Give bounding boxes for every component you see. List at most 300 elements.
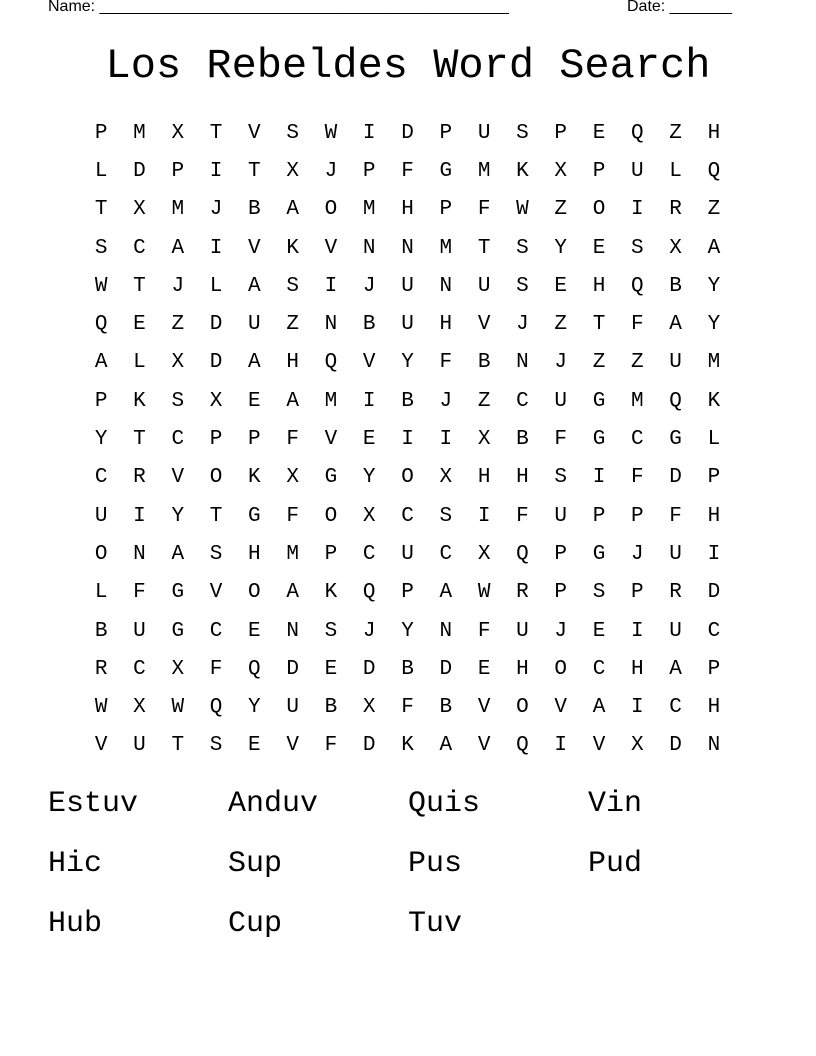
- grid-letter: T: [133, 274, 146, 298]
- grid-letter: C: [171, 428, 185, 452]
- grid-letter: V: [324, 428, 338, 452]
- grid-letter: B: [248, 198, 261, 222]
- grid-letter: C: [133, 236, 146, 260]
- grid-letter: N: [707, 734, 721, 758]
- grid-letter: Y: [171, 504, 185, 528]
- grid-letter: P: [707, 466, 721, 490]
- grid-letter: D: [401, 121, 414, 145]
- grid-letter: V: [248, 121, 261, 145]
- grid-letter: G: [171, 619, 185, 643]
- grid-letter: Z: [554, 313, 568, 337]
- grid-row: [82, 535, 734, 573]
- grid-letter: P: [554, 581, 568, 605]
- grid-letter: D: [362, 734, 376, 758]
- grid-letter: Q: [362, 581, 376, 605]
- grid-letter: M: [439, 236, 453, 260]
- grid-letter: S: [324, 619, 338, 643]
- grid-letter: Q: [669, 389, 682, 413]
- grid-letter: B: [439, 696, 453, 720]
- grid-letter: V: [286, 734, 299, 758]
- grid-letter: O: [516, 696, 529, 720]
- grid-letter: U: [133, 734, 146, 758]
- grid-letter: J: [209, 198, 223, 222]
- grid-letter: H: [707, 504, 721, 528]
- grid-letter: F: [439, 351, 453, 375]
- grid-letter: J: [171, 274, 185, 298]
- grid-letter: W: [171, 696, 185, 720]
- word-list: [48, 782, 768, 962]
- word-list-item: Hic: [48, 847, 103, 881]
- grid-letter: A: [171, 236, 185, 260]
- grid-row: [82, 612, 734, 650]
- grid-letter: U: [133, 619, 146, 643]
- grid-letter: A: [439, 734, 453, 758]
- grid-letter: Q: [631, 274, 644, 298]
- grid-letter: H: [592, 274, 606, 298]
- grid-letter: P: [554, 542, 568, 566]
- grid-letter: B: [401, 389, 414, 413]
- grid-letter: P: [324, 542, 338, 566]
- grid-letter: Y: [401, 619, 414, 643]
- grid-letter: F: [477, 619, 491, 643]
- grid-letter: X: [133, 696, 146, 720]
- grid-letter: V: [248, 236, 261, 260]
- grid-letter: M: [707, 351, 721, 375]
- grid-letter: A: [171, 542, 185, 566]
- grid-letter: Y: [707, 313, 721, 337]
- grid-letter: S: [209, 542, 223, 566]
- grid-letter: R: [133, 466, 146, 490]
- grid-letter: C: [401, 504, 414, 528]
- grid-letter: U: [286, 696, 299, 720]
- grid-letter: G: [669, 428, 682, 452]
- grid-letter: E: [592, 236, 606, 260]
- grid-letter: I: [631, 198, 644, 222]
- grid-letter: A: [286, 198, 299, 222]
- letter-grid: [82, 114, 734, 765]
- grid-letter: N: [401, 236, 414, 260]
- grid-letter: I: [362, 389, 376, 413]
- grid-letter: X: [362, 504, 376, 528]
- grid-letter: I: [554, 734, 568, 758]
- grid-letter: T: [171, 734, 185, 758]
- grid-letter: I: [133, 504, 146, 528]
- grid-letter: O: [324, 504, 338, 528]
- grid-letter: S: [592, 581, 606, 605]
- grid-letter: D: [669, 466, 682, 490]
- grid-letter: A: [439, 581, 453, 605]
- grid-letter: R: [516, 581, 529, 605]
- grid-letter: X: [631, 734, 644, 758]
- grid-letter: F: [554, 428, 568, 452]
- grid-letter: K: [324, 581, 338, 605]
- grid-letter: V: [209, 581, 223, 605]
- word-list-item: Pus: [408, 847, 463, 881]
- grid-letter: P: [592, 159, 606, 183]
- grid-letter: F: [631, 313, 644, 337]
- grid-letter: P: [439, 198, 453, 222]
- grid-letter: S: [631, 236, 644, 260]
- grid-letter: V: [592, 734, 606, 758]
- grid-letter: P: [171, 159, 185, 183]
- grid-letter: P: [94, 121, 108, 145]
- grid-letter: J: [439, 389, 453, 413]
- grid-letter: A: [669, 313, 682, 337]
- grid-letter: V: [324, 236, 338, 260]
- grid-letter: A: [669, 657, 682, 681]
- grid-letter: G: [248, 504, 261, 528]
- word-list-item: Vin: [588, 787, 643, 821]
- grid-letter: O: [248, 581, 261, 605]
- grid-letter: Q: [707, 159, 721, 183]
- grid-letter: F: [286, 504, 299, 528]
- grid-letter: W: [324, 121, 338, 145]
- grid-letter: R: [669, 198, 682, 222]
- grid-letter: Z: [669, 121, 682, 145]
- grid-letter: G: [592, 428, 606, 452]
- page-title: Los Rebeldes Word Search: [105, 42, 711, 90]
- grid-letter: V: [554, 696, 568, 720]
- grid-letter: C: [707, 619, 721, 643]
- grid-letter: U: [554, 504, 568, 528]
- grid-letter: K: [401, 734, 414, 758]
- grid-letter: D: [669, 734, 682, 758]
- grid-letter: L: [94, 581, 108, 605]
- grid-letter: G: [592, 542, 606, 566]
- grid-letter: C: [209, 619, 223, 643]
- grid-letter: U: [631, 159, 644, 183]
- grid-letter: K: [133, 389, 146, 413]
- grid-letter: S: [171, 389, 185, 413]
- word-list-item: Tuv: [408, 907, 463, 941]
- grid-letter: I: [209, 159, 223, 183]
- grid-letter: J: [516, 313, 529, 337]
- grid-letter: A: [248, 274, 261, 298]
- grid-letter: V: [477, 313, 491, 337]
- grid-letter: F: [324, 734, 338, 758]
- word-list-item: Pud: [588, 847, 643, 881]
- grid-letter: A: [286, 389, 299, 413]
- grid-letter: F: [401, 159, 414, 183]
- grid-letter: O: [324, 198, 338, 222]
- grid-letter: Z: [592, 351, 606, 375]
- grid-letter: U: [669, 351, 682, 375]
- grid-row: [82, 152, 734, 190]
- grid-letter: F: [133, 581, 146, 605]
- grid-letter: V: [362, 351, 376, 375]
- grid-letter: U: [401, 313, 414, 337]
- grid-letter: G: [439, 159, 453, 183]
- grid-letter: C: [516, 389, 529, 413]
- grid-letter: C: [133, 657, 146, 681]
- grid-letter: L: [94, 159, 108, 183]
- grid-letter: U: [477, 121, 491, 145]
- grid-row: [82, 688, 734, 726]
- grid-letter: P: [401, 581, 414, 605]
- grid-letter: U: [516, 619, 529, 643]
- grid-letter: W: [477, 581, 491, 605]
- grid-letter: W: [94, 274, 108, 298]
- grid-letter: S: [516, 121, 529, 145]
- grid-letter: P: [248, 428, 261, 452]
- grid-letter: H: [631, 657, 644, 681]
- grid-letter: H: [516, 657, 529, 681]
- grid-letter: A: [286, 581, 299, 605]
- name-field: Name: ______________________________________________: [48, 0, 509, 15]
- grid-letter: U: [248, 313, 261, 337]
- grid-letter: J: [362, 619, 376, 643]
- grid-letter: M: [286, 542, 299, 566]
- grid-letter: X: [362, 696, 376, 720]
- grid-letter: H: [401, 198, 414, 222]
- grid-letter: Y: [707, 274, 721, 298]
- grid-letter: A: [592, 696, 606, 720]
- grid-letter: J: [362, 274, 376, 298]
- word-list-item: Cup: [228, 907, 283, 941]
- grid-letter: E: [362, 428, 376, 452]
- grid-letter: G: [171, 581, 185, 605]
- grid-letter: V: [94, 734, 108, 758]
- grid-letter: H: [286, 351, 299, 375]
- grid-row: [82, 382, 734, 420]
- grid-letter: P: [554, 121, 568, 145]
- grid-letter: B: [516, 428, 529, 452]
- grid-letter: B: [669, 274, 682, 298]
- grid-letter: N: [516, 351, 529, 375]
- grid-letter: X: [171, 121, 185, 145]
- grid-letter: M: [324, 389, 338, 413]
- grid-letter: S: [209, 734, 223, 758]
- grid-letter: X: [171, 657, 185, 681]
- grid-row: [82, 459, 734, 497]
- grid-letter: Q: [209, 696, 223, 720]
- grid-letter: K: [707, 389, 721, 413]
- grid-letter: Z: [554, 198, 568, 222]
- grid-letter: Q: [94, 313, 108, 337]
- grid-letter: N: [133, 542, 146, 566]
- grid-letter: E: [592, 619, 606, 643]
- grid-letter: I: [401, 428, 414, 452]
- grid-letter: X: [477, 542, 491, 566]
- grid-letter: P: [631, 581, 644, 605]
- grid-letter: I: [631, 619, 644, 643]
- grid-letter: Y: [401, 351, 414, 375]
- grid-letter: P: [592, 504, 606, 528]
- grid-letter: M: [362, 198, 376, 222]
- grid-letter: X: [477, 428, 491, 452]
- grid-letter: X: [439, 466, 453, 490]
- grid-letter: J: [554, 619, 568, 643]
- grid-letter: U: [401, 274, 414, 298]
- grid-letter: S: [554, 466, 568, 490]
- grid-letter: V: [477, 696, 491, 720]
- grid-letter: T: [209, 121, 223, 145]
- grid-row: [82, 267, 734, 305]
- grid-letter: L: [669, 159, 682, 183]
- grid-letter: E: [248, 619, 261, 643]
- grid-letter: J: [631, 542, 644, 566]
- header: [0, 0, 816, 20]
- grid-letter: D: [286, 657, 299, 681]
- grid-letter: U: [477, 274, 491, 298]
- grid-letter: I: [209, 236, 223, 260]
- grid-letter: T: [209, 504, 223, 528]
- grid-letter: T: [94, 198, 108, 222]
- grid-letter: Q: [324, 351, 338, 375]
- grid-letter: P: [631, 504, 644, 528]
- grid-letter: X: [209, 389, 223, 413]
- grid-letter: K: [516, 159, 529, 183]
- grid-row: [82, 727, 734, 765]
- grid-letter: S: [439, 504, 453, 528]
- grid-letter: Q: [516, 734, 529, 758]
- grid-letter: P: [439, 121, 453, 145]
- grid-letter: E: [324, 657, 338, 681]
- grid-letter: M: [631, 389, 644, 413]
- grid-letter: N: [439, 274, 453, 298]
- grid-letter: F: [631, 466, 644, 490]
- grid-letter: F: [477, 198, 491, 222]
- grid-letter: N: [286, 619, 299, 643]
- grid-row: [82, 114, 734, 152]
- grid-letter: T: [477, 236, 491, 260]
- grid-row: [82, 497, 734, 535]
- grid-letter: Z: [477, 389, 491, 413]
- grid-letter: D: [133, 159, 146, 183]
- grid-letter: N: [362, 236, 376, 260]
- grid-letter: I: [477, 504, 491, 528]
- grid-row: [82, 574, 734, 612]
- grid-row: [82, 650, 734, 688]
- grid-letter: R: [669, 581, 682, 605]
- grid-letter: C: [439, 542, 453, 566]
- grid-letter: C: [362, 542, 376, 566]
- grid-letter: Q: [516, 542, 529, 566]
- grid-letter: E: [248, 734, 261, 758]
- grid-letter: M: [477, 159, 491, 183]
- grid-letter: D: [209, 351, 223, 375]
- grid-letter: I: [592, 466, 606, 490]
- grid-letter: Z: [631, 351, 644, 375]
- grid-letter: L: [707, 428, 721, 452]
- grid-letter: S: [516, 274, 529, 298]
- grid-letter: O: [401, 466, 414, 490]
- word-list-item: Sup: [228, 847, 283, 881]
- grid-letter: O: [209, 466, 223, 490]
- word-list-item: Anduv: [228, 787, 319, 821]
- grid-row: [82, 344, 734, 382]
- grid-letter: C: [631, 428, 644, 452]
- grid-letter: K: [286, 236, 299, 260]
- grid-letter: C: [94, 466, 108, 490]
- grid-letter: S: [286, 274, 299, 298]
- grid-letter: U: [669, 542, 682, 566]
- grid-letter: T: [133, 428, 146, 452]
- grid-letter: J: [554, 351, 568, 375]
- grid-row: [82, 191, 734, 229]
- grid-letter: Z: [707, 198, 721, 222]
- grid-letter: B: [362, 313, 376, 337]
- grid-letter: P: [209, 428, 223, 452]
- grid-letter: X: [554, 159, 568, 183]
- grid-letter: P: [94, 389, 108, 413]
- grid-letter: A: [94, 351, 108, 375]
- grid-letter: U: [401, 542, 414, 566]
- grid-letter: I: [324, 274, 338, 298]
- grid-letter: N: [439, 619, 453, 643]
- grid-letter: H: [248, 542, 261, 566]
- grid-letter: X: [171, 351, 185, 375]
- grid-letter: Y: [554, 236, 568, 260]
- grid-letter: L: [133, 351, 146, 375]
- grid-letter: P: [707, 657, 721, 681]
- grid-letter: E: [477, 657, 491, 681]
- grid-letter: E: [554, 274, 568, 298]
- grid-letter: W: [94, 696, 108, 720]
- grid-letter: V: [171, 466, 185, 490]
- grid-letter: S: [286, 121, 299, 145]
- grid-letter: Y: [362, 466, 376, 490]
- grid-letter: F: [516, 504, 529, 528]
- date-field: Date: _______: [627, 0, 732, 15]
- grid-letter: K: [248, 466, 261, 490]
- grid-letter: Y: [248, 696, 261, 720]
- word-list-item: Quis: [408, 787, 481, 821]
- grid-letter: N: [324, 313, 338, 337]
- grid-letter: D: [707, 581, 721, 605]
- word-list-item: Estuv: [48, 787, 139, 821]
- grid-letter: G: [592, 389, 606, 413]
- grid-letter: B: [324, 696, 338, 720]
- grid-letter: I: [631, 696, 644, 720]
- word-list-item: Hub: [48, 907, 103, 941]
- grid-letter: S: [94, 236, 108, 260]
- grid-letter: H: [707, 696, 721, 720]
- grid-letter: L: [209, 274, 223, 298]
- grid-letter: U: [554, 389, 568, 413]
- grid-row: [82, 420, 734, 458]
- grid-row: [82, 305, 734, 343]
- grid-letter: F: [401, 696, 414, 720]
- grid-letter: Q: [631, 121, 644, 145]
- grid-letter: A: [248, 351, 261, 375]
- grid-letter: X: [286, 159, 299, 183]
- grid-letter: B: [401, 657, 414, 681]
- grid-letter: B: [477, 351, 491, 375]
- grid-letter: X: [286, 466, 299, 490]
- grid-letter: I: [707, 542, 721, 566]
- grid-letter: T: [248, 159, 261, 183]
- grid-letter: O: [94, 542, 108, 566]
- grid-letter: E: [133, 313, 146, 337]
- grid-letter: G: [324, 466, 338, 490]
- grid-letter: M: [133, 121, 146, 145]
- grid-letter: F: [286, 428, 299, 452]
- grid-letter: I: [362, 121, 376, 145]
- grid-letter: H: [516, 466, 529, 490]
- grid-letter: H: [707, 121, 721, 145]
- grid-letter: C: [592, 657, 606, 681]
- grid-letter: V: [477, 734, 491, 758]
- grid-letter: O: [554, 657, 568, 681]
- grid-letter: X: [669, 236, 682, 260]
- grid-letter: B: [94, 619, 108, 643]
- grid-letter: F: [669, 504, 682, 528]
- grid-letter: P: [362, 159, 376, 183]
- grid-letter: D: [362, 657, 376, 681]
- grid-letter: T: [592, 313, 606, 337]
- grid-letter: A: [707, 236, 721, 260]
